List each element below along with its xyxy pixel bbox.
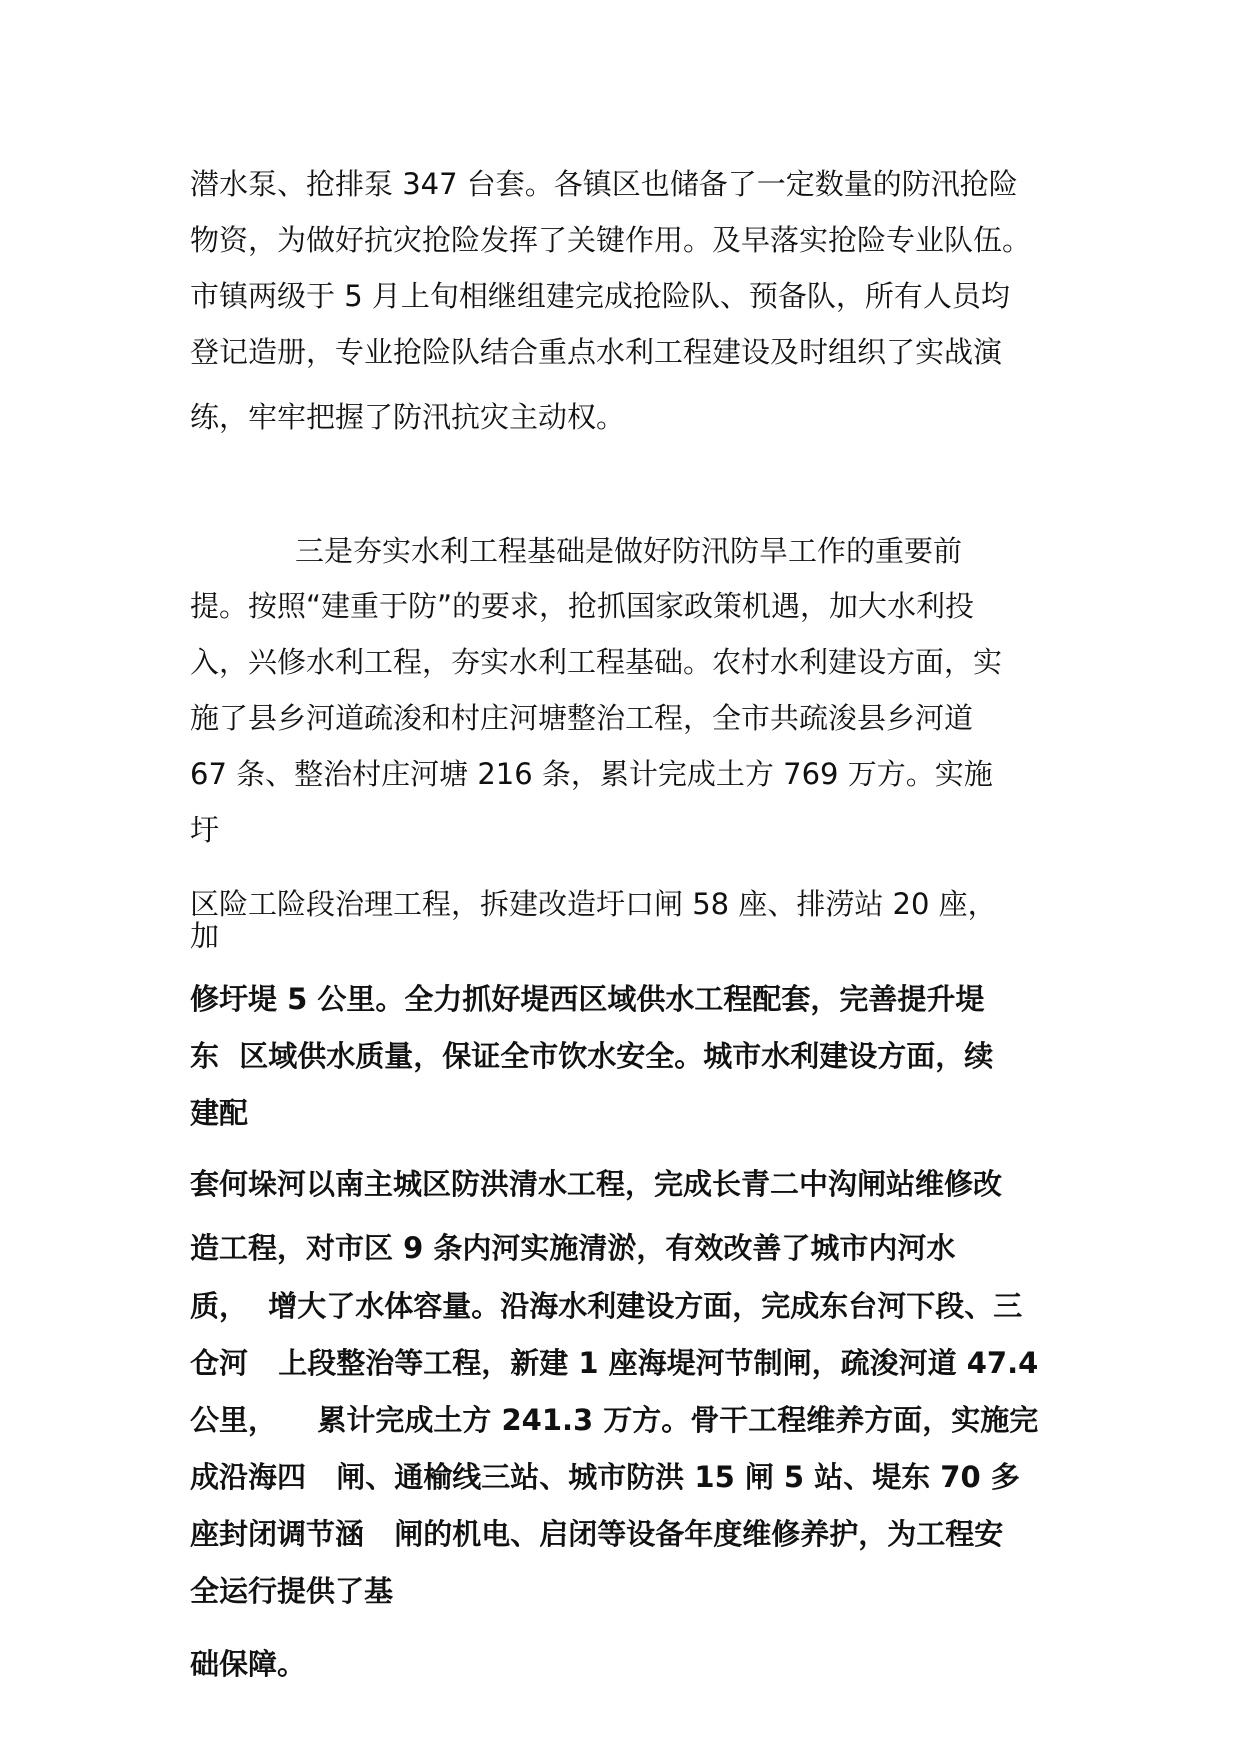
text-line: 成沿海四 闸、通榆线三站、城市防洪 15 闸 5 站、堤东 70 多 <box>190 1460 1020 1494</box>
text-line: 市镇两级于 5 月上旬相继组建完成抢险队、预备队，所有人员均 <box>190 279 1010 313</box>
text-line: 仓河 上段整治等工程，新建 1 座海堤河节制闸，疏浚河道 47.4 <box>190 1346 1039 1380</box>
text-line: 套何垛河以南主城区防洪清水工程，完成长青二中沟闸站维修改 <box>190 1167 1003 1201</box>
text-line: 登记造册，专业抢险队结合重点水利工程建设及时组织了实战演 <box>190 335 1003 369</box>
text-line: 提。按照“建重于防”的要求，抢抓国家政策机遇，加大水利投 <box>190 589 975 623</box>
text-line: 入，兴修水利工程，夯实水利工程基础。农村水利建设方面，实 <box>190 645 1003 679</box>
text-line: 物资，为做好抗灾抢险发挥了关键作用。及早落实抢险专业队伍。 <box>190 223 1032 257</box>
text-line: 座封闭调节涵 闸的机电、启闭等设备年度维修养护，为工程安 <box>190 1517 1004 1551</box>
text-line: 建配 <box>190 1096 249 1130</box>
text-line: 施了县乡河道疏浚和村庄河塘整治工程，全市共疏浚县乡河道 <box>190 701 974 735</box>
text-line: 公里， 累计完成土方 241.3 万方。骨干工程维养方面，实施完 <box>190 1403 1039 1437</box>
text-line: 础保障。 <box>190 1647 307 1681</box>
text-line: 潜水泵、抢排泵 347 台套。各镇区也储备了一定数量的防汛抢险 <box>190 167 1018 201</box>
text-line: 修圩堤 5 公里。全力抓好堤西区域供水工程配套，完善提升堤 <box>190 982 985 1016</box>
text-line: 加 <box>190 919 220 953</box>
text-line: 67 条、整治村庄河塘 216 条，累计完成土方 769 万方。实施 <box>190 757 993 791</box>
text-line: 东 区域供水质量，保证全市饮水安全。城市水利建设方面，续 <box>190 1039 994 1073</box>
text-line: 圩 <box>190 813 220 847</box>
text-line: 区险工险段治理工程，拆建改造圩口闸 58 座、排涝站 20 座， <box>190 887 997 921</box>
text-line: 全运行提供了基 <box>190 1574 394 1608</box>
text-line: 练，牢牢把握了防汛抗灾主动权。 <box>190 400 626 434</box>
text-line: 三是夯实水利工程基础是做好防汛防旱工作的重要前 <box>295 534 963 568</box>
text-line: 质， 增大了水体容量。沿海水利建设方面，完成东台河下段、三 <box>190 1289 1023 1323</box>
text-line: 造工程，对市区 9 条内河实施清淤，有效改善了城市内河水 <box>190 1231 956 1265</box>
